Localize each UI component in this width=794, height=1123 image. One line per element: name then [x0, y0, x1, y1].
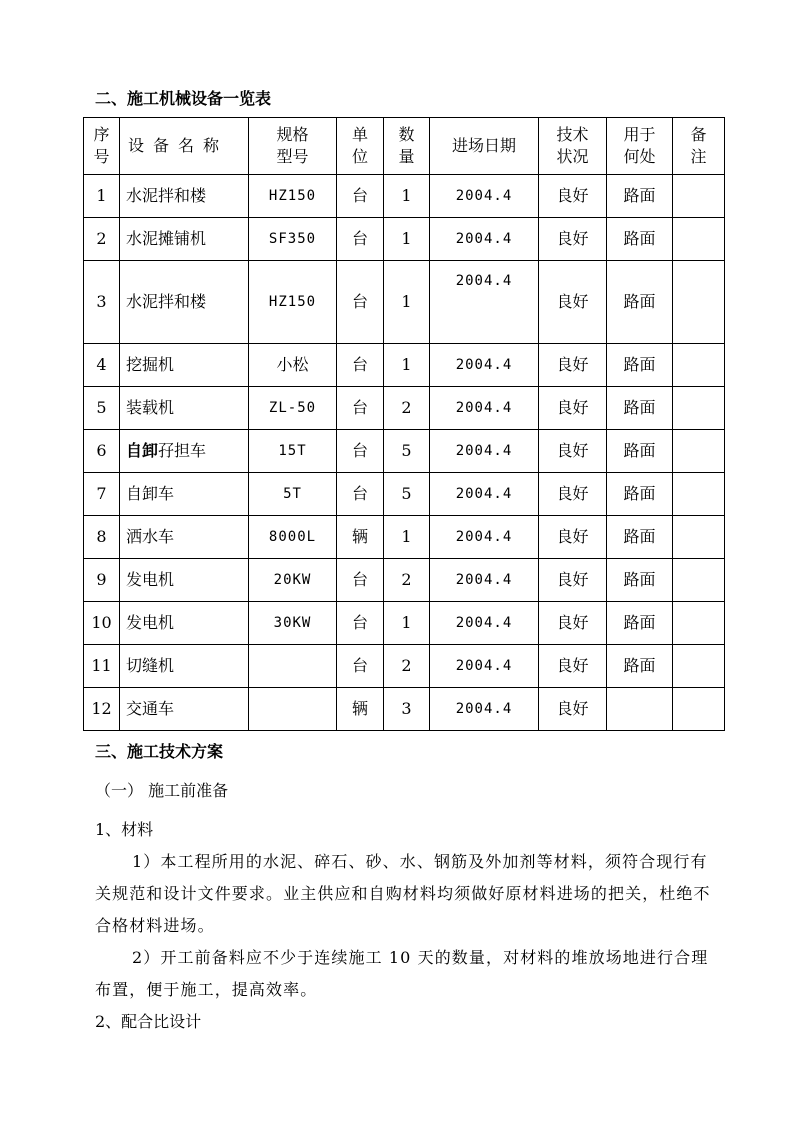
cell-unit: 台 [337, 559, 384, 602]
cell-model: HZ150 [249, 175, 337, 218]
cell-use: 路面 [607, 387, 673, 430]
cell-name: 挖掘机 [120, 344, 249, 387]
cell-name: 交通车 [120, 688, 249, 731]
cell-status: 良好 [539, 688, 607, 731]
cell-model [249, 645, 337, 688]
item-title: 2、配合比设计 [95, 1012, 202, 1031]
cell-qty: 5 [384, 473, 430, 516]
cell-note [673, 175, 725, 218]
cell-name: 切缝机 [120, 645, 249, 688]
cell-unit: 台 [337, 645, 384, 688]
cell-qty: 1 [384, 344, 430, 387]
cell-status: 良好 [539, 261, 607, 344]
table-row [84, 645, 725, 688]
cell-note [673, 602, 725, 645]
cell-use: 路面 [607, 516, 673, 559]
cell-note [673, 559, 725, 602]
cell-note [673, 473, 725, 516]
cell-date: 2004.4 [430, 175, 539, 218]
cell-no: 2 [84, 218, 120, 261]
cell-qty: 2 [384, 645, 430, 688]
cell-qty: 1 [384, 602, 430, 645]
cell-use: 路面 [607, 559, 673, 602]
cell-date: 2004.4 [430, 261, 539, 344]
cell-name: 自卸车 [120, 473, 249, 516]
cell-use: 路面 [607, 645, 673, 688]
cell-date: 2004.4 [430, 218, 539, 261]
header-use: 用于 何处 [607, 118, 673, 175]
cell-note [673, 516, 725, 559]
cell-date: 2004.4 [430, 473, 539, 516]
header-model: 规格 型号 [249, 118, 337, 175]
cell-date: 2004.4 [430, 559, 539, 602]
cell-unit: 台 [337, 175, 384, 218]
cell-note [673, 645, 725, 688]
section-2-title: 二、施工机械设备一览表 [95, 89, 272, 108]
cell-note [673, 261, 725, 344]
cell-status: 良好 [539, 218, 607, 261]
cell-status: 良好 [539, 175, 607, 218]
cell-date: 2004.4 [430, 516, 539, 559]
subsection-title: （一） 施工前准备 [95, 781, 229, 800]
cell-status: 良好 [539, 430, 607, 473]
cell-note [673, 387, 725, 430]
table-row [84, 516, 725, 559]
cell-status: 良好 [539, 344, 607, 387]
cell-unit: 台 [337, 218, 384, 261]
cell-status: 良好 [539, 645, 607, 688]
cell-model: 20KW [249, 559, 337, 602]
cell-use: 路面 [607, 602, 673, 645]
cell-no: 7 [84, 473, 120, 516]
cell-model: 小松 [249, 344, 337, 387]
cell-no: 3 [84, 261, 120, 344]
cell-status: 良好 [539, 387, 607, 430]
cell-unit: 台 [337, 473, 384, 516]
table-row [84, 559, 725, 602]
cell-date: 2004.4 [430, 344, 539, 387]
cell-model: 15T [249, 430, 337, 473]
cell-use: 路面 [607, 218, 673, 261]
cell-qty: 1 [384, 175, 430, 218]
cell-model: 8000L [249, 516, 337, 559]
section-3-title: 三、施工技术方案 [95, 742, 224, 761]
table-row [84, 387, 725, 430]
cell-qty: 2 [384, 559, 430, 602]
table-header-row [84, 118, 725, 175]
cell-qty: 2 [384, 387, 430, 430]
cell-name: 水泥拌和楼 [120, 175, 249, 218]
table-row [84, 344, 725, 387]
cell-note [673, 430, 725, 473]
cell-date: 2004.4 [430, 387, 539, 430]
cell-no: 8 [84, 516, 120, 559]
cell-status: 良好 [539, 602, 607, 645]
cell-no: 6 [84, 430, 120, 473]
cell-use: 路面 [607, 473, 673, 516]
cell-qty: 1 [384, 218, 430, 261]
table-row [84, 175, 725, 218]
cell-name: 水泥摊铺机 [120, 218, 249, 261]
cell-date: 2004.4 [430, 688, 539, 731]
cell-model: 30KW [249, 602, 337, 645]
cell-name: 发电机 [120, 602, 249, 645]
cell-unit: 台 [337, 602, 384, 645]
cell-no: 5 [84, 387, 120, 430]
cell-use: 路面 [607, 261, 673, 344]
cell-model [249, 688, 337, 731]
table-row [84, 473, 725, 516]
cell-model: ZL-50 [249, 387, 337, 430]
cell-use: 路面 [607, 344, 673, 387]
cell-no: 1 [84, 175, 120, 218]
cell-no: 12 [84, 688, 120, 731]
cell-unit: 台 [337, 261, 384, 344]
table-row [84, 430, 725, 473]
cell-use: 路面 [607, 175, 673, 218]
cell-unit: 辆 [337, 688, 384, 731]
equipment-table [83, 117, 725, 731]
header-unit: 单 位 [337, 118, 384, 175]
cell-no: 10 [84, 602, 120, 645]
table-row [84, 261, 725, 344]
cell-status: 良好 [539, 516, 607, 559]
cell-unit: 台 [337, 430, 384, 473]
cell-date: 2004.4 [430, 645, 539, 688]
cell-no: 4 [84, 344, 120, 387]
paragraph: 2）开工前备料应不少于连续施工 10 天的数量，对材料的堆放场地进行合理布置，便于施工，提高效率。 [95, 948, 709, 999]
cell-note [673, 344, 725, 387]
cell-status: 良好 [539, 473, 607, 516]
cell-no: 9 [84, 559, 120, 602]
cell-unit: 辆 [337, 516, 384, 559]
cell-qty: 1 [384, 261, 430, 344]
table-row [84, 602, 725, 645]
header-qty: 数 量 [384, 118, 430, 175]
header-date: 进场日期 [430, 118, 539, 175]
cell-note [673, 218, 725, 261]
cell-date: 2004.4 [430, 602, 539, 645]
header-status: 技术 状况 [539, 118, 607, 175]
cell-note [673, 688, 725, 731]
cell-qty: 1 [384, 516, 430, 559]
cell-use: 路面 [607, 430, 673, 473]
cell-status: 良好 [539, 559, 607, 602]
cell-no: 11 [84, 645, 120, 688]
cell-model: HZ150 [249, 261, 337, 344]
header-note: 备 注 [673, 118, 725, 175]
cell-date: 2004.4 [430, 430, 539, 473]
header-seq: 序 号 [84, 118, 120, 175]
header-name: 设备名称 [120, 118, 249, 175]
cell-unit: 台 [337, 344, 384, 387]
cell-model: 5T [249, 473, 337, 516]
cell-model: SF350 [249, 218, 337, 261]
item-title: 1、材料 [95, 820, 154, 839]
cell-use [607, 688, 673, 731]
table-row [84, 688, 725, 731]
cell-unit: 台 [337, 387, 384, 430]
cell-name: 水泥拌和楼 [120, 261, 249, 344]
table-row [84, 218, 725, 261]
cell-name: 装载机 [120, 387, 249, 430]
cell-qty: 3 [384, 688, 430, 731]
cell-qty: 5 [384, 430, 430, 473]
paragraph: 1）本工程所用的水泥、碎石、砂、水、钢筋及外加剂等材料，须符合现行有关规范和设计文件要求。业主供应和自购材料均须做好原材料进场的把关，杜绝不合格材料进场。 [95, 852, 711, 935]
cell-name: 发电机 [120, 559, 249, 602]
cell-name: 洒水车 [120, 516, 249, 559]
cell-name: 自卸孖担车 [120, 430, 249, 473]
